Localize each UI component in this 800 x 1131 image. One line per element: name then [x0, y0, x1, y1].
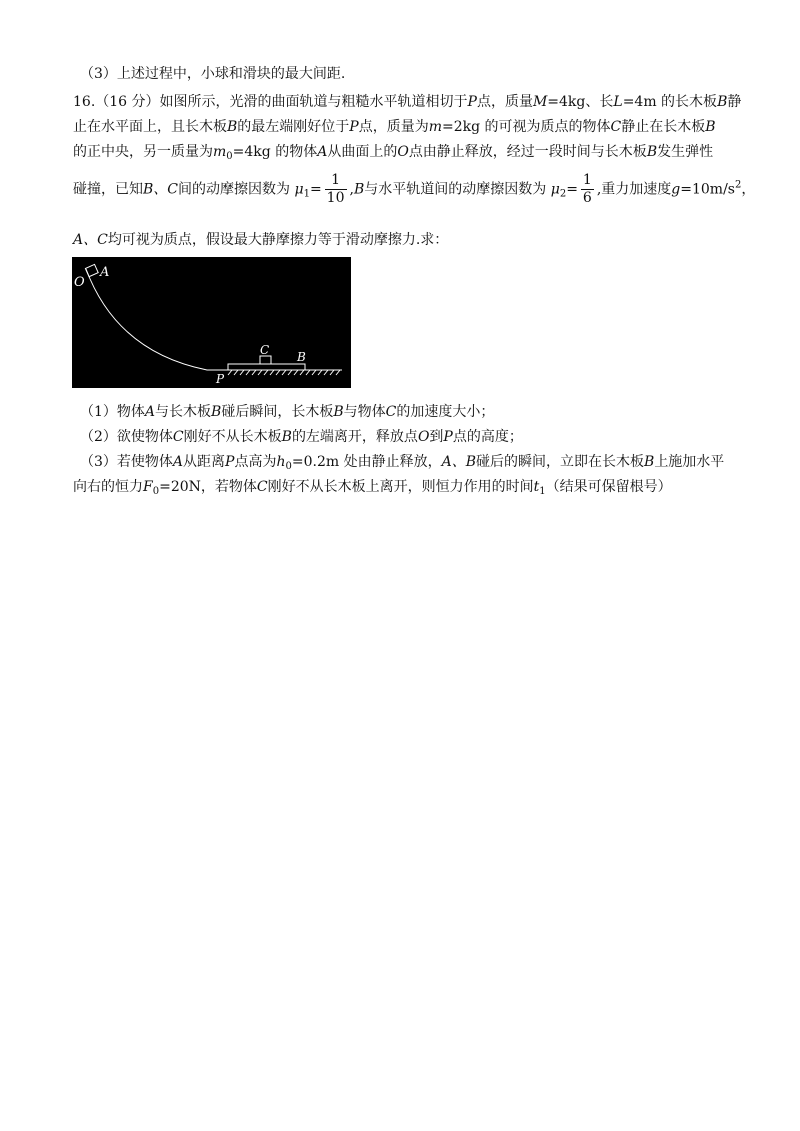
var-b: B — [644, 454, 655, 470]
text: =4m 的长木板 — [622, 94, 718, 110]
text: 均可视为质点，假设最大静摩擦力等于滑动摩擦力.求： — [107, 232, 449, 248]
text: 从距离 — [183, 454, 226, 470]
prev-q3-line — [80, 63, 345, 83]
var-l: L — [613, 94, 623, 110]
question-3-line-2 — [73, 476, 672, 497]
text: 如图所示，光滑的曲面轨道与粗糙水平轨道相切于 — [159, 94, 468, 110]
text: 间的动摩擦因数为 — [178, 181, 290, 198]
ground-hatching — [228, 370, 340, 375]
subscript: 0 — [226, 151, 233, 162]
var-b: B — [353, 181, 365, 198]
text: =20N，若物体 — [159, 479, 257, 495]
denominator: 10 — [326, 190, 345, 206]
var-ab: A、B — [441, 454, 477, 470]
label-b: B — [297, 350, 306, 364]
var-o: O — [397, 144, 409, 160]
text: 点，质量为 — [358, 119, 429, 135]
var-b: B — [646, 144, 658, 160]
question-1 — [80, 401, 494, 421]
prev-q3-number: （3） — [80, 66, 117, 82]
text: 欲使物体 — [116, 429, 173, 445]
question-3-line-1 — [80, 451, 724, 472]
superscript: 2 — [735, 179, 742, 191]
fraction-mu1 — [325, 172, 347, 207]
subscript: 1 — [303, 188, 310, 200]
var-m: m — [428, 119, 442, 135]
board-b — [228, 364, 305, 370]
text: =4kg 的物体 — [232, 144, 318, 160]
text: 的正中央，另一质量为 — [73, 144, 213, 160]
var-p: P — [467, 94, 477, 110]
subscript: 1 — [539, 486, 546, 497]
var-f0: F — [143, 479, 153, 495]
text: 点，质量 — [476, 94, 533, 110]
text: 与物体 — [343, 404, 386, 420]
subscript: 0 — [285, 461, 292, 472]
numerator: 1 — [325, 172, 347, 190]
text: =10m/s — [680, 181, 735, 198]
text: 点由静止释放，经过一段时间与长木板 — [408, 144, 647, 160]
var-c: C — [256, 479, 268, 495]
var-o: O — [417, 429, 430, 445]
var-m-big: M — [532, 94, 548, 110]
var-a: A — [144, 404, 156, 420]
text: 止在水平面上，且长木板 — [73, 119, 227, 135]
text: 碰撞，已知 — [73, 181, 143, 198]
var-p: P — [443, 429, 453, 445]
equals: = — [566, 181, 578, 198]
text: 的加速度大小； — [396, 404, 495, 420]
text: 向右的恒力 — [73, 479, 143, 495]
text: 到 — [429, 429, 444, 445]
var-b: B — [211, 404, 222, 420]
text: 点高为 — [234, 454, 277, 470]
var-m0: m — [213, 144, 227, 160]
text: （结果可保留根号） — [545, 479, 672, 495]
var-h0: h — [276, 454, 286, 470]
var-c: C — [610, 119, 622, 135]
text: 刚好不从长木板上离开，则恒力作用的时间 — [267, 479, 534, 495]
text: 物体 — [116, 404, 145, 420]
text: ， — [741, 181, 756, 198]
text: 的最左端刚好位于 — [237, 119, 350, 135]
q1-number: （1） — [80, 404, 117, 420]
var-g: g — [671, 181, 681, 198]
text: ,重力加速度 — [596, 181, 672, 198]
label-p: P — [216, 372, 225, 386]
text: =0.2m 处由静止释放， — [291, 454, 442, 470]
text: 与长木板 — [155, 404, 212, 420]
fraction-mu2 — [581, 172, 594, 207]
text: 发生弹性 — [657, 144, 714, 160]
text: 若使物体 — [116, 454, 173, 470]
var-b: B — [333, 404, 344, 420]
var-b: B — [717, 94, 728, 110]
denominator: 6 — [582, 190, 592, 206]
figure-svg — [72, 257, 351, 388]
var-t1: t — [533, 479, 540, 495]
subscript: 2 — [559, 188, 567, 200]
q3-number: （3） — [80, 454, 117, 470]
var-b: B — [705, 119, 716, 135]
text: 上施加水平 — [654, 454, 725, 470]
q2-number: （2） — [80, 429, 117, 445]
var-p: P — [349, 119, 359, 135]
text: 与水平轨道间的动摩擦因数为 — [364, 181, 547, 198]
problem-line-1 — [73, 91, 741, 111]
var-a: A — [172, 454, 184, 470]
var-c: C — [385, 404, 397, 420]
text: 点的高度； — [452, 429, 523, 445]
text: 从曲面上的 — [327, 144, 398, 160]
text: 碰后瞬间，长木板 — [221, 404, 334, 420]
text: , — [349, 181, 354, 198]
problem-line-5 — [73, 229, 448, 249]
mu-symbol: μ — [294, 181, 304, 198]
label-c: C — [260, 343, 270, 357]
question-2 — [80, 426, 523, 446]
problem-line-2 — [73, 116, 716, 136]
var-b: B — [227, 119, 238, 135]
problem-line-3 — [73, 141, 713, 162]
text: 的左端离开，释放点 — [291, 429, 418, 445]
block-c — [260, 356, 271, 364]
text: =4kg、长 — [547, 94, 614, 110]
label-a: A — [100, 265, 110, 280]
text: =2kg 的可视为质点的物体 — [442, 119, 611, 135]
equals: = — [309, 181, 322, 198]
physics-figure — [72, 257, 351, 388]
prev-q3-text: 上述过程中，小球和滑块的最大间距. — [116, 66, 346, 82]
var-b: B — [281, 429, 292, 445]
text: 静止在长木板 — [621, 119, 706, 135]
var-c: C — [172, 429, 184, 445]
mu-symbol: μ — [550, 181, 560, 198]
text: 刚好不从长木板 — [183, 429, 282, 445]
numerator: 1 — [582, 172, 592, 188]
problem-number: 16. — [73, 94, 96, 110]
text: 碰后的瞬间，立即在长木板 — [476, 454, 645, 470]
var-ac: A、C — [73, 232, 108, 248]
problem-line-4 — [73, 172, 755, 207]
var-a: A — [317, 144, 328, 160]
block-a — [85, 264, 98, 276]
curved-track — [86, 269, 228, 370]
var-p: P — [225, 454, 235, 470]
problem-score: （16 分） — [95, 94, 160, 110]
text: 静 — [727, 94, 742, 110]
label-o: O — [74, 275, 85, 290]
var-bc: B、C — [143, 181, 178, 198]
subscript: 0 — [152, 486, 160, 497]
